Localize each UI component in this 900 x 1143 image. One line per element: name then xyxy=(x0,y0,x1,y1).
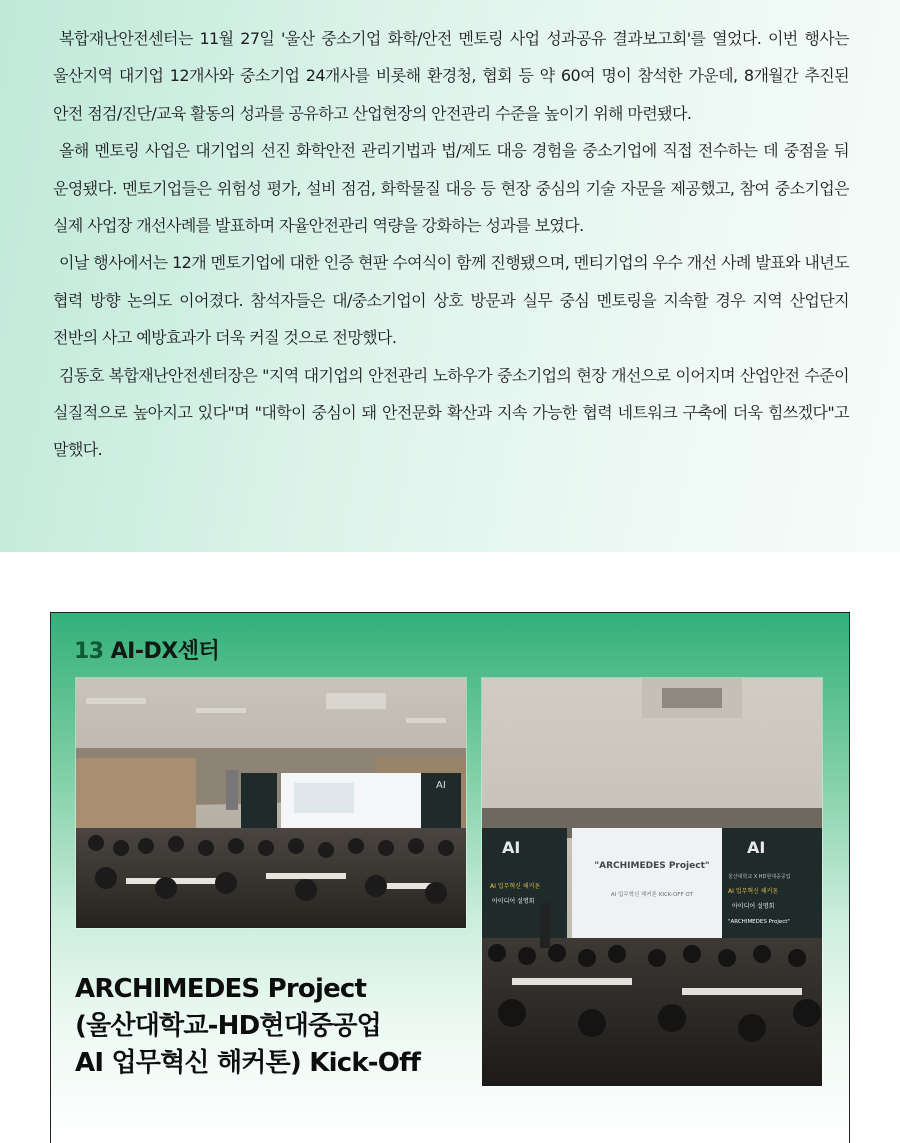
svg-text:AI: AI xyxy=(747,838,766,857)
article-paragraph: 복합재난안전센터는 11월 27일 '울산 중소기업 화학/안전 멘토링 사업 성과공유 결과보고회'를 열었다. 이번 행사는 울산지역 대기업 12개사와 중소기업 24개사를 비롯해 환경청, 협회 등 약 60여 명이 참석한 가운데, 8개월간 추진된 안전 점검/진단/교육 활동의 성과를 공유하고 산업현장의 안전관리 수준을 높이기 위해 마련됐다. xyxy=(53,29,849,123)
banner-main-right: AI 업무혁신 해커톤 xyxy=(728,888,779,895)
section-heading xyxy=(74,634,219,665)
caption-line: AI 업무혁신 해커톤) Kick-Off xyxy=(75,1048,421,1078)
section-number: 13 xyxy=(74,639,104,664)
banner-project: "ARCHIMEDES Project" xyxy=(728,919,790,925)
event-photo-stage xyxy=(481,677,823,1087)
article-paragraph: 올해 멘토링 사업은 대기업의 선진 화학안전 관리기법과 법/제도 대응 경험을 중소기업에 직접 전수하는 데 중점을 둬 운영됐다. 멘토기업들은 위험성 평가, 설비 점검, 화학물질 대응 등 현장 중심의 기술 자문을 제공했고, 참여 중소기업은 실제 사업장 개선사례를 발표하며 자율안전관리 역량을 강화하는 성과를 보였다. xyxy=(53,141,849,236)
caption-line: (울산대학교-HD현대중공업 xyxy=(75,1011,381,1041)
hall-illustration xyxy=(76,678,466,928)
article-section xyxy=(0,0,900,552)
svg-text:AI: AI xyxy=(502,838,521,857)
banner-org: 울산대학교 X HD현대중공업 xyxy=(728,874,791,880)
article-body xyxy=(53,20,849,469)
photo-caption xyxy=(75,971,475,1082)
banner-sub-right: 아이디어 설명회 xyxy=(732,903,775,910)
article-paragraph: 김동호 복합재난안전센터장은 "지역 대기업의 안전관리 노하우가 중소기업의 현장 개선으로 이어지며 산업안전 수준이 실질적으로 높아지고 있다"며 "대학이 중심이 돼 안전문화 확산과 지속 가능한 협력 네트워크 구축에 더욱 힘쓰겠다"고 말했다. xyxy=(53,365,849,460)
section-title: AI-DX센터 xyxy=(110,639,220,664)
banner-main-left: AI 업무혁신 해커톤 xyxy=(490,883,541,890)
stage-illustration xyxy=(482,678,822,1086)
event-photo-hall xyxy=(75,677,467,929)
banner-sub-left: 아이디어 설명회 xyxy=(492,898,535,905)
screen-title: "ARCHIMEDES Project" xyxy=(594,861,710,871)
caption-line: ARCHIMEDES Project xyxy=(75,974,367,1004)
article-paragraph: 이날 행사에서는 12개 멘토기업에 대한 인증 현판 수여식이 함께 진행됐으며, 멘티기업의 우수 개선 사례 발표와 내년도 협력 방향 논의도 이어졌다. 참석자들은 대/중소기업이 상호 방문과 실무 중심 멘토링을 지속할 경우 지역 산업단지 전반의 사고 예방효과가 더욱 커질 것으로 전망했다. xyxy=(53,253,849,348)
svg-text:AI: AI xyxy=(436,780,446,791)
section-card xyxy=(50,612,850,1143)
screen-subtitle: AI 업무혁신 해커톤 KICK-OFF OT xyxy=(610,892,694,898)
